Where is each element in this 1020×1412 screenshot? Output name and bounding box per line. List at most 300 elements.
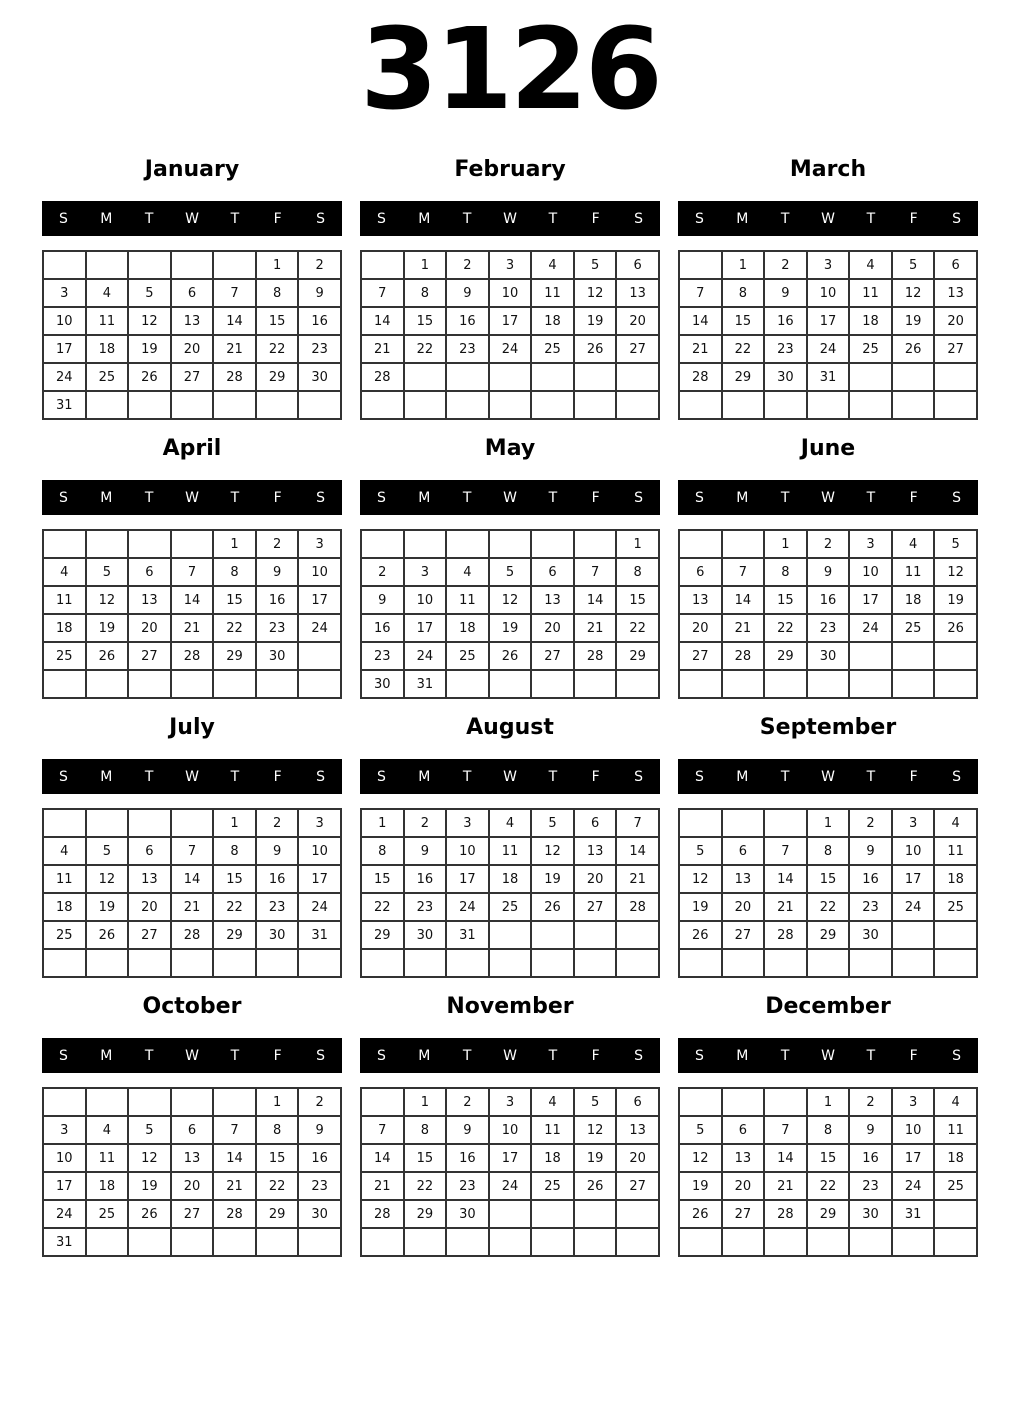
week-row [361,1172,659,1200]
date-cell: 11 [849,279,892,307]
date-cell: 19 [128,1172,171,1200]
weekday-label: W [503,210,517,227]
date-cell: 14 [764,865,807,893]
date-cell: 8 [213,837,256,865]
date-cell: 18 [849,307,892,335]
week-row [361,921,659,949]
date-cell: 29 [616,642,659,670]
date-cell: 16 [764,307,807,335]
year-title: 3126 [360,5,660,135]
empty-cell [298,1228,341,1256]
date-cell: 1 [807,1088,850,1116]
date-cell: 8 [213,558,256,586]
date-cell: 15 [807,865,850,893]
date-cell: 27 [128,642,171,670]
empty-cell [574,1228,617,1256]
date-cell: 4 [892,530,935,558]
date-cell: 31 [446,921,489,949]
date-cell: 4 [489,809,532,837]
empty-cell [531,530,574,558]
date-cell: 21 [213,1172,256,1200]
date-cell: 2 [298,1088,341,1116]
weekday-header-row [678,759,978,794]
date-cell: 11 [43,865,86,893]
date-cell: 18 [934,1144,977,1172]
date-cell: 25 [892,614,935,642]
empty-cell [616,921,659,949]
date-cell: 12 [489,586,532,614]
empty-cell [764,391,807,419]
date-cell: 26 [679,921,722,949]
date-cell: 12 [86,586,129,614]
date-cell: 26 [86,642,129,670]
empty-cell [722,1088,765,1116]
date-cell: 25 [489,893,532,921]
empty-cell [446,530,489,558]
weekday-label: F [273,768,282,785]
date-cell: 28 [213,1200,256,1228]
date-cell: 30 [764,363,807,391]
date-cell: 29 [256,363,299,391]
date-cell: 24 [489,1172,532,1200]
empty-cell [446,363,489,391]
week-row [679,949,977,977]
weekday-label: M [736,1047,749,1064]
month-block [360,156,660,420]
date-cell: 22 [361,893,404,921]
date-cell: 6 [722,837,765,865]
empty-cell [171,530,214,558]
empty-cell [128,949,171,977]
date-cell: 2 [849,1088,892,1116]
weekday-label: S [376,489,386,506]
date-cell: 10 [43,307,86,335]
empty-cell [361,1228,404,1256]
date-cell: 9 [849,1116,892,1144]
empty-cell [679,530,722,558]
date-cell: 7 [722,558,765,586]
empty-cell [213,1228,256,1256]
empty-cell [128,530,171,558]
date-cell: 8 [616,558,659,586]
date-cell: 2 [256,530,299,558]
date-cell: 13 [171,1144,214,1172]
empty-cell [171,809,214,837]
date-cell: 8 [807,1116,850,1144]
date-cell: 19 [489,614,532,642]
date-cell: 18 [892,586,935,614]
date-cell: 29 [807,1200,850,1228]
date-cell: 21 [722,614,765,642]
weekday-header-row [360,201,660,236]
date-cell: 21 [213,335,256,363]
week-row [679,391,977,419]
weekday-label: M [418,1047,431,1064]
date-cell: 17 [43,335,86,363]
date-cell: 5 [934,530,977,558]
date-cell: 13 [722,865,765,893]
date-cell: 13 [128,586,171,614]
weekday-label: F [273,1047,282,1064]
weekday-header-row [360,759,660,794]
weekday-label: T [230,489,240,506]
weekday-label: T [548,1047,558,1064]
date-cell: 26 [679,1200,722,1228]
empty-cell [934,391,977,419]
date-cell: 24 [43,1200,86,1228]
date-cell: 5 [128,279,171,307]
weekday-label: M [100,1047,113,1064]
week-row [43,530,341,558]
date-cell: 6 [531,558,574,586]
date-cell: 11 [43,586,86,614]
date-cell: 30 [256,921,299,949]
weekday-header-row [360,1038,660,1073]
empty-cell [934,949,977,977]
week-row [43,1088,341,1116]
week-row [679,1200,977,1228]
empty-cell [722,1228,765,1256]
weekday-label: S [58,1047,68,1064]
empty-cell [86,1088,129,1116]
empty-cell [298,670,341,698]
date-cell: 9 [807,558,850,586]
date-cell: 20 [531,614,574,642]
date-cell: 15 [256,307,299,335]
date-cell: 5 [892,251,935,279]
date-cell: 13 [128,865,171,893]
empty-cell [531,949,574,977]
date-cell: 21 [616,865,659,893]
empty-cell [722,949,765,977]
date-cell: 19 [679,1172,722,1200]
week-row [43,335,341,363]
month-block [360,993,660,1257]
date-cell: 15 [764,586,807,614]
date-cell: 11 [446,586,489,614]
date-cell: 18 [43,614,86,642]
date-cell: 12 [531,837,574,865]
empty-cell [128,251,171,279]
date-cell: 3 [489,1088,532,1116]
date-cell: 27 [531,642,574,670]
date-cell: 18 [446,614,489,642]
empty-cell [722,391,765,419]
week-row [679,921,977,949]
date-cell: 12 [86,865,129,893]
weekday-header-row [678,480,978,515]
date-cell: 11 [86,1144,129,1172]
week-row [679,586,977,614]
date-cell: 13 [616,279,659,307]
date-cell: 10 [892,1116,935,1144]
date-cell: 15 [404,1144,447,1172]
month-date-grid [42,529,342,699]
date-cell: 1 [213,809,256,837]
empty-cell [489,530,532,558]
week-row [679,809,977,837]
weekday-label: T [548,210,558,227]
date-cell: 17 [892,865,935,893]
date-cell: 26 [574,1172,617,1200]
date-cell: 30 [446,1200,489,1228]
empty-cell [213,1088,256,1116]
date-cell: 27 [934,335,977,363]
date-cell: 23 [256,893,299,921]
date-cell: 31 [404,670,447,698]
date-cell: 9 [849,837,892,865]
date-cell: 29 [807,921,850,949]
weekday-label: S [376,210,386,227]
week-row [43,1172,341,1200]
month-title: July [169,715,215,740]
date-cell: 6 [616,1088,659,1116]
week-row [43,949,341,977]
empty-cell [531,1200,574,1228]
empty-cell [43,251,86,279]
empty-cell [404,1228,447,1256]
date-cell: 26 [934,614,977,642]
date-cell: 11 [892,558,935,586]
empty-cell [849,949,892,977]
date-cell: 10 [489,1116,532,1144]
date-cell: 4 [446,558,489,586]
empty-cell [128,809,171,837]
date-cell: 31 [43,1228,86,1256]
date-cell: 4 [531,251,574,279]
weekday-label: T [780,1047,790,1064]
empty-cell [574,363,617,391]
weekday-label: W [821,210,835,227]
date-cell: 25 [934,893,977,921]
empty-cell [764,1228,807,1256]
date-cell: 15 [807,1144,850,1172]
empty-cell [86,949,129,977]
date-cell: 19 [86,893,129,921]
date-cell: 29 [361,921,404,949]
week-row [679,1228,977,1256]
date-cell: 21 [764,1172,807,1200]
week-row [361,865,659,893]
date-cell: 10 [489,279,532,307]
date-cell: 10 [446,837,489,865]
week-row [679,837,977,865]
date-cell: 20 [171,1172,214,1200]
date-cell: 12 [128,1144,171,1172]
month-date-grid [360,1087,660,1257]
week-row [361,279,659,307]
date-cell: 5 [128,1116,171,1144]
empty-cell [934,670,977,698]
month-block [42,714,342,978]
date-cell: 30 [849,1200,892,1228]
date-cell: 11 [531,279,574,307]
empty-cell [489,363,532,391]
date-cell: 20 [722,893,765,921]
empty-cell [849,642,892,670]
date-cell: 30 [298,1200,341,1228]
date-cell: 20 [616,307,659,335]
weekday-label: T [230,1047,240,1064]
month-block [360,714,660,978]
date-cell: 14 [574,586,617,614]
date-cell: 16 [361,614,404,642]
empty-cell [616,1200,659,1228]
date-cell: 26 [128,1200,171,1228]
weekday-label: S [634,768,644,785]
empty-cell [128,391,171,419]
date-cell: 7 [213,279,256,307]
date-cell: 28 [574,642,617,670]
date-cell: 27 [679,642,722,670]
date-cell: 1 [256,251,299,279]
date-cell: 1 [404,1088,447,1116]
weekday-header-row [42,201,342,236]
date-cell: 23 [764,335,807,363]
week-row [361,893,659,921]
date-cell: 19 [531,865,574,893]
weekday-label: T [866,1047,876,1064]
week-row [43,307,341,335]
empty-cell [128,670,171,698]
date-cell: 9 [298,279,341,307]
week-row [43,251,341,279]
week-row [361,1200,659,1228]
date-cell: 24 [849,614,892,642]
empty-cell [256,391,299,419]
month-date-grid [42,808,342,978]
week-row [43,279,341,307]
empty-cell [807,670,850,698]
date-cell: 15 [361,865,404,893]
weekday-label: F [909,210,918,227]
date-cell: 8 [722,279,765,307]
weekday-label: T [866,489,876,506]
date-cell: 7 [574,558,617,586]
date-cell: 31 [807,363,850,391]
week-row [361,614,659,642]
date-cell: 21 [171,614,214,642]
weekday-label: S [694,210,704,227]
date-cell: 12 [574,1116,617,1144]
empty-cell [722,530,765,558]
date-cell: 8 [256,279,299,307]
date-cell: 10 [298,837,341,865]
date-cell: 30 [361,670,404,698]
date-cell: 23 [404,893,447,921]
weekday-header-row [42,1038,342,1073]
month-date-grid [678,250,978,420]
date-cell: 20 [722,1172,765,1200]
weekday-label: T [144,210,154,227]
empty-cell [849,670,892,698]
date-cell: 9 [404,837,447,865]
empty-cell [171,1228,214,1256]
weekday-label: M [736,768,749,785]
empty-cell [807,391,850,419]
date-cell: 9 [256,837,299,865]
empty-cell [298,391,341,419]
date-cell: 6 [171,1116,214,1144]
weekday-label: T [780,768,790,785]
month-title: December [765,994,891,1019]
empty-cell [404,391,447,419]
empty-cell [764,949,807,977]
date-cell: 25 [446,642,489,670]
date-cell: 28 [171,642,214,670]
month-title: August [466,715,554,740]
week-row [679,363,977,391]
date-cell: 17 [298,586,341,614]
month-block [678,993,978,1257]
empty-cell [171,949,214,977]
empty-cell [489,1228,532,1256]
week-row [361,1144,659,1172]
empty-cell [616,391,659,419]
date-cell: 18 [86,335,129,363]
weekday-label: W [185,210,199,227]
date-cell: 27 [722,1200,765,1228]
date-cell: 20 [171,335,214,363]
empty-cell [446,391,489,419]
empty-cell [128,1088,171,1116]
date-cell: 1 [361,809,404,837]
date-cell: 6 [934,251,977,279]
weekday-label: S [634,489,644,506]
empty-cell [531,921,574,949]
date-cell: 30 [256,642,299,670]
empty-cell [43,670,86,698]
empty-cell [892,642,935,670]
date-cell: 7 [764,837,807,865]
date-cell: 27 [574,893,617,921]
week-row [679,642,977,670]
date-cell: 19 [934,586,977,614]
date-cell: 6 [171,279,214,307]
week-row [679,865,977,893]
date-cell: 9 [764,279,807,307]
date-cell: 14 [361,1144,404,1172]
empty-cell [43,949,86,977]
week-row [361,586,659,614]
date-cell: 5 [489,558,532,586]
empty-cell [86,809,129,837]
date-cell: 16 [298,1144,341,1172]
date-cell: 14 [361,307,404,335]
empty-cell [489,670,532,698]
date-cell: 17 [489,307,532,335]
empty-cell [892,921,935,949]
empty-cell [722,809,765,837]
date-cell: 23 [849,893,892,921]
date-cell: 24 [43,363,86,391]
week-row [679,614,977,642]
empty-cell [404,363,447,391]
empty-cell [892,670,935,698]
date-cell: 21 [361,335,404,363]
empty-cell [171,391,214,419]
date-cell: 21 [574,614,617,642]
date-cell: 17 [446,865,489,893]
date-cell: 14 [171,865,214,893]
empty-cell [574,670,617,698]
empty-cell [86,1228,129,1256]
date-cell: 5 [574,251,617,279]
date-cell: 15 [616,586,659,614]
date-cell: 4 [934,809,977,837]
date-cell: 1 [213,530,256,558]
weekday-label: M [418,489,431,506]
